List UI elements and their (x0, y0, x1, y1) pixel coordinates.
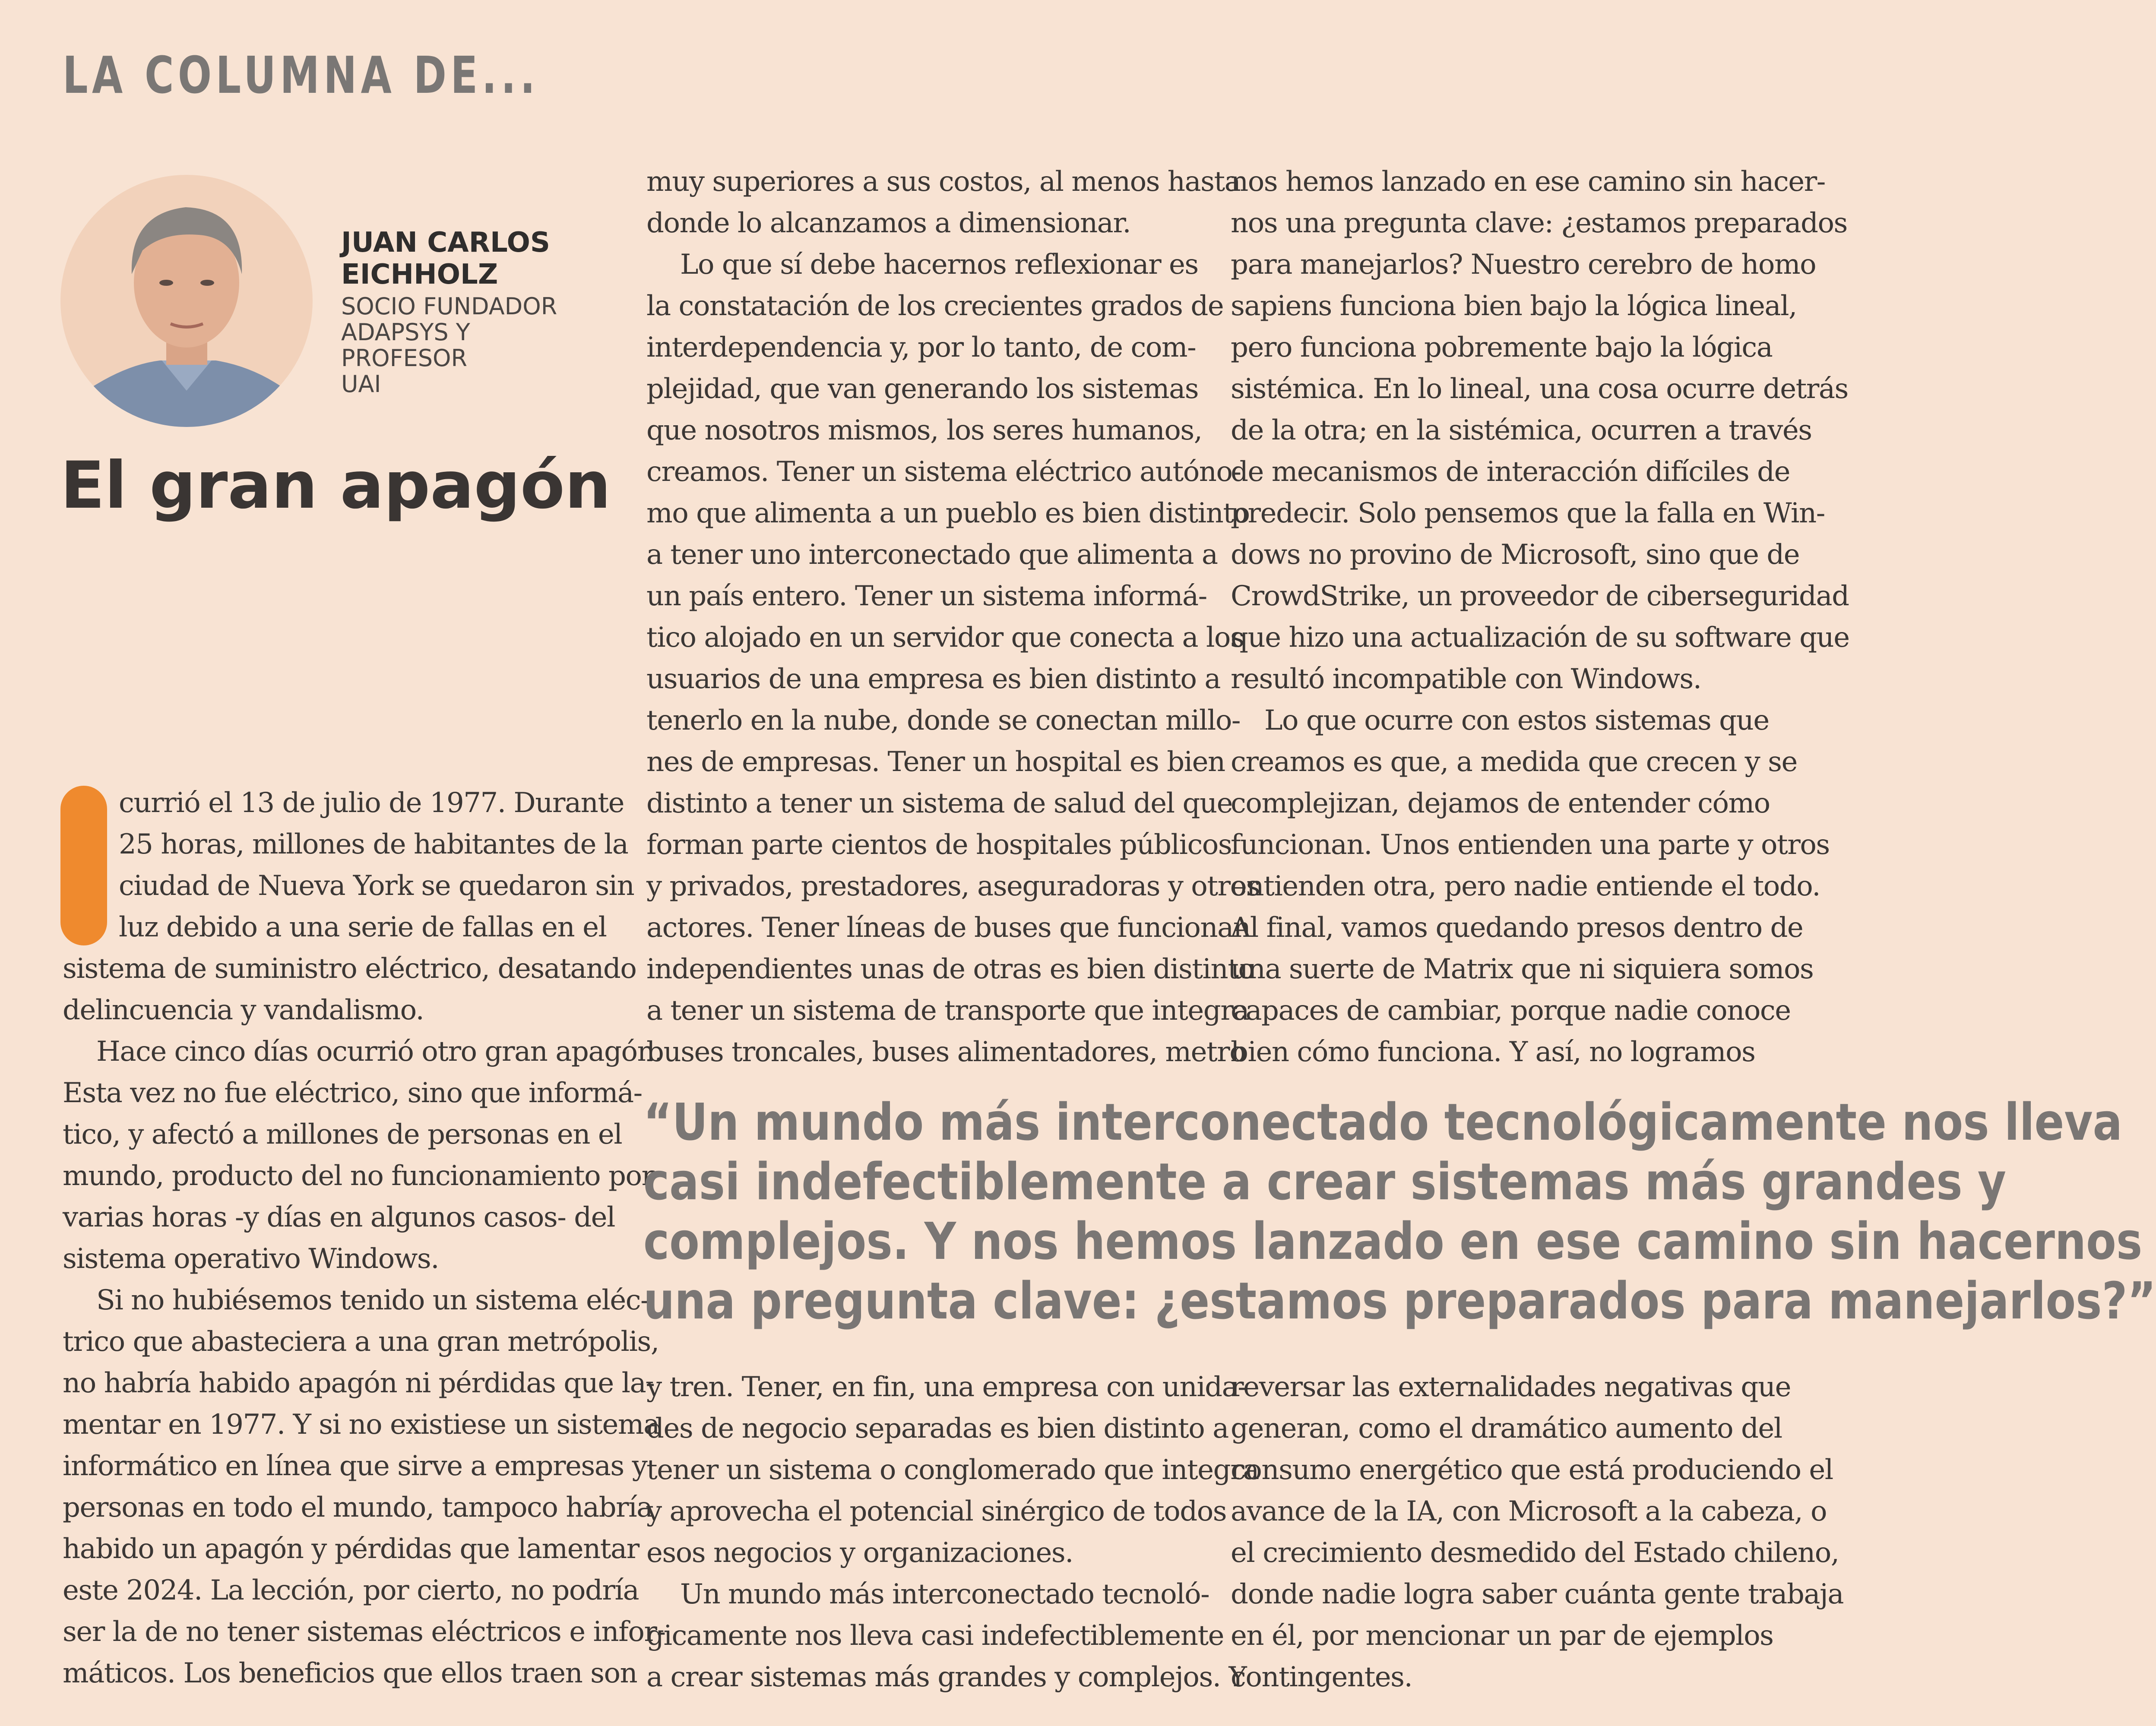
text-line: nes de empresas. Tener un hospital es bien (646, 746, 1225, 778)
pull-quote-line: casi indefectiblemente a crear sistemas más grandes y (643, 1152, 2007, 1211)
column-3-bottom (1231, 1366, 1844, 1698)
text-line: y aprovecha el potencial sinérgico de todos (646, 1495, 1227, 1527)
section-label: LA COLUMNA DE... (63, 45, 539, 105)
text-line: que hizo una actualización de su software que (1231, 622, 1849, 654)
author-name: JUAN CARLOS EICHHOLZ (341, 227, 550, 291)
pull-quote-line: “Un mundo más interconectado tecnológicamente nos lleva (643, 1092, 2122, 1152)
text-line: Al final, vamos quedando presos dentro de (1231, 912, 1803, 944)
text-line: mentar en 1977. Y si no existiese un sistema (63, 1409, 659, 1441)
text-line: 25 horas, millones de habitantes de la (119, 828, 628, 860)
text-line: habido un apagón y pérdidas que lamentar (63, 1533, 639, 1565)
text-line: Si no hubiésemos tenido un sistema eléc- (96, 1284, 649, 1316)
text-line: Hace cinco días ocurrió otro gran apagón. (96, 1036, 663, 1068)
text-line: ser la de no tener sistemas eléctricos e infor- (63, 1616, 665, 1648)
text-line: entienden otra, pero nadie entiende el todo. (1231, 870, 1820, 902)
text-line: usuarios de una empresa es bien distinto a (646, 663, 1221, 695)
text-line: Lo que ocurre con estos sistemas que (1264, 705, 1769, 737)
text-line: creamos es que, a medida que crecen y se (1231, 746, 1797, 778)
text-line: el crecimiento desmedido del Estado chileno, (1231, 1537, 1839, 1569)
text-line: currió el 13 de julio de 1977. Durante (119, 787, 624, 819)
text-line: creamos. Tener un sistema eléctrico autóno- (646, 456, 1241, 488)
text-line: funcionan. Unos entienden una parte y otros (1231, 829, 1830, 861)
text-line: este 2024. La lección, por cierto, no podría (63, 1574, 639, 1606)
text-line: generan, como el dramático aumento del (1231, 1413, 1782, 1445)
pull-quote-line: una pregunta clave: ¿estamos preparados para manejarlos?” (643, 1271, 2156, 1331)
column-1 (63, 782, 665, 1694)
text-line: varias horas -y días en algunos casos- del (63, 1201, 615, 1233)
text-line: tico, y afectó a millones de personas en el (63, 1119, 622, 1151)
text-line: muy superiores a sus costos, al menos hasta (646, 166, 1241, 198)
text-line: sistema operativo Windows. (63, 1243, 439, 1275)
text-line: capaces de cambiar, porque nadie conoce (1231, 995, 1791, 1027)
column-2-bottom (646, 1366, 1259, 1698)
column-3-top (1231, 161, 1849, 1073)
text-line: nos hemos lanzado en ese camino sin hacer- (1231, 166, 1825, 198)
text-line: nos una pregunta clave: ¿estamos preparados (1231, 207, 1847, 239)
text-line: Lo que sí debe hacernos reflexionar es (680, 249, 1198, 281)
text-line: máticos. Los beneficios que ellos traen son (63, 1657, 637, 1689)
text-line: avance de la IA, con Microsoft a la cabeza, o (1231, 1495, 1827, 1527)
text-line: predecir. Solo pensemos que la falla en Win- (1231, 497, 1825, 529)
text-line: buses troncales, buses alimentadores, metro (646, 1036, 1246, 1068)
text-line: trico que abasteciera a una gran metrópolis, (63, 1326, 659, 1358)
text-line: luz debido a una serie de fallas en el (119, 911, 607, 943)
text-line: esos negocios y organizaciones. (646, 1537, 1073, 1569)
text-line: tenerlo en la nube, donde se conectan millo- (646, 705, 1240, 737)
pull-quote-line: complejos. Y nos hemos lanzado en ese camino sin hacernos (643, 1211, 2143, 1271)
text-line: pero funciona pobremente bajo la lógica (1231, 332, 1773, 364)
text-line: gicamente nos lleva casi indefectiblemente (646, 1620, 1224, 1652)
text-line: mundo, producto del no funcionamiento por (63, 1160, 654, 1192)
text-line: sapiens funciona bien bajo la lógica lineal, (1231, 290, 1797, 322)
text-line: tico alojado en un servidor que conecta a los (646, 622, 1244, 654)
text-line: plejidad, que van generando los sistemas (646, 373, 1199, 405)
text-line: de mecanismos de interacción difíciles de (1231, 456, 1790, 488)
text-line: Un mundo más interconectado tecnoló- (680, 1578, 1209, 1610)
text-line: para manejarlos? Nuestro cerebro de homo (1231, 249, 1816, 281)
text-line: de la otra; en la sistémica, ocurren a través (1231, 414, 1812, 446)
text-line: independientes unas de otras es bien distinto (646, 953, 1254, 985)
text-line: donde lo alcanzamos a dimensionar. (646, 207, 1131, 239)
text-line: des de negocio separadas es bien distinto a (646, 1413, 1228, 1445)
text-line: resultó incompatible con Windows. (1231, 663, 1701, 695)
text-line: una suerte de Matrix que ni siquiera somos (1231, 953, 1814, 985)
text-line: forman parte cientos de hospitales públicos (646, 829, 1232, 861)
author-portrait (60, 175, 313, 427)
headline: El gran apagón (60, 448, 611, 523)
text-line: que nosotros mismos, los seres humanos, (646, 414, 1202, 446)
text-line: a tener un sistema de transporte que integra (646, 995, 1249, 1027)
text-line: Esta vez no fue eléctrico, sino que informá- (63, 1077, 642, 1109)
text-line: actores. Tener líneas de buses que funcionan (646, 912, 1251, 944)
text-line: distinto a tener un sistema de salud del que (646, 787, 1233, 819)
text-line: reversar las externalidades negativas que (1231, 1371, 1791, 1403)
text-line: bien cómo funciona. Y así, no logramos (1231, 1036, 1755, 1068)
text-line: donde nadie logra saber cuánta gente trabaja (1231, 1578, 1844, 1610)
text-line: y privados, prestadores, aseguradoras y otros (646, 870, 1260, 902)
text-line: en él, por mencionar un par de ejemplos (1231, 1620, 1773, 1652)
text-line: sistema de suministro eléctrico, desatando (63, 953, 636, 985)
column-2-top (646, 161, 1260, 1073)
text-line: un país entero. Tener un sistema informá- (646, 580, 1207, 612)
text-line: dows no provino de Microsoft, sino que de (1231, 539, 1800, 571)
text-line: complejizan, dejamos de entender cómo (1231, 787, 1770, 819)
text-line: la constatación de los crecientes grados de (646, 290, 1224, 322)
text-line: contingentes. (1231, 1661, 1412, 1693)
text-line: interdependencia y, por lo tanto, de com- (646, 332, 1196, 364)
text-line: y tren. Tener, en fin, una empresa con unida- (646, 1371, 1247, 1403)
text-line: CrowdStrike, un proveedor de ciberseguridad (1231, 580, 1849, 612)
text-line: mo que alimenta a un pueblo es bien distinto (646, 497, 1250, 529)
author-role: SOCIO FUNDADOR ADAPSYS Y PROFESOR UAI (341, 293, 557, 398)
text-line: no habría habido apagón ni pérdidas que la- (63, 1367, 655, 1399)
text-line: delincuencia y vandalismo. (63, 994, 424, 1026)
text-line: informático en línea que sirve a empresas y (63, 1450, 647, 1482)
text-line: sistémica. En lo lineal, una cosa ocurre detrás (1231, 373, 1848, 405)
pull-quote (643, 1092, 2156, 1331)
text-line: ciudad de Nueva York se quedaron sin (119, 870, 634, 902)
text-line: a tener uno interconectado que alimenta a (646, 539, 1218, 571)
text-line: tener un sistema o conglomerado que integra (646, 1454, 1259, 1486)
text-line: personas en todo el mundo, tampoco habría (63, 1492, 652, 1524)
text-line: a crear sistemas más grandes y complejos. Y (646, 1661, 1247, 1693)
text-line: consumo energético que está produciendo el (1231, 1454, 1833, 1486)
